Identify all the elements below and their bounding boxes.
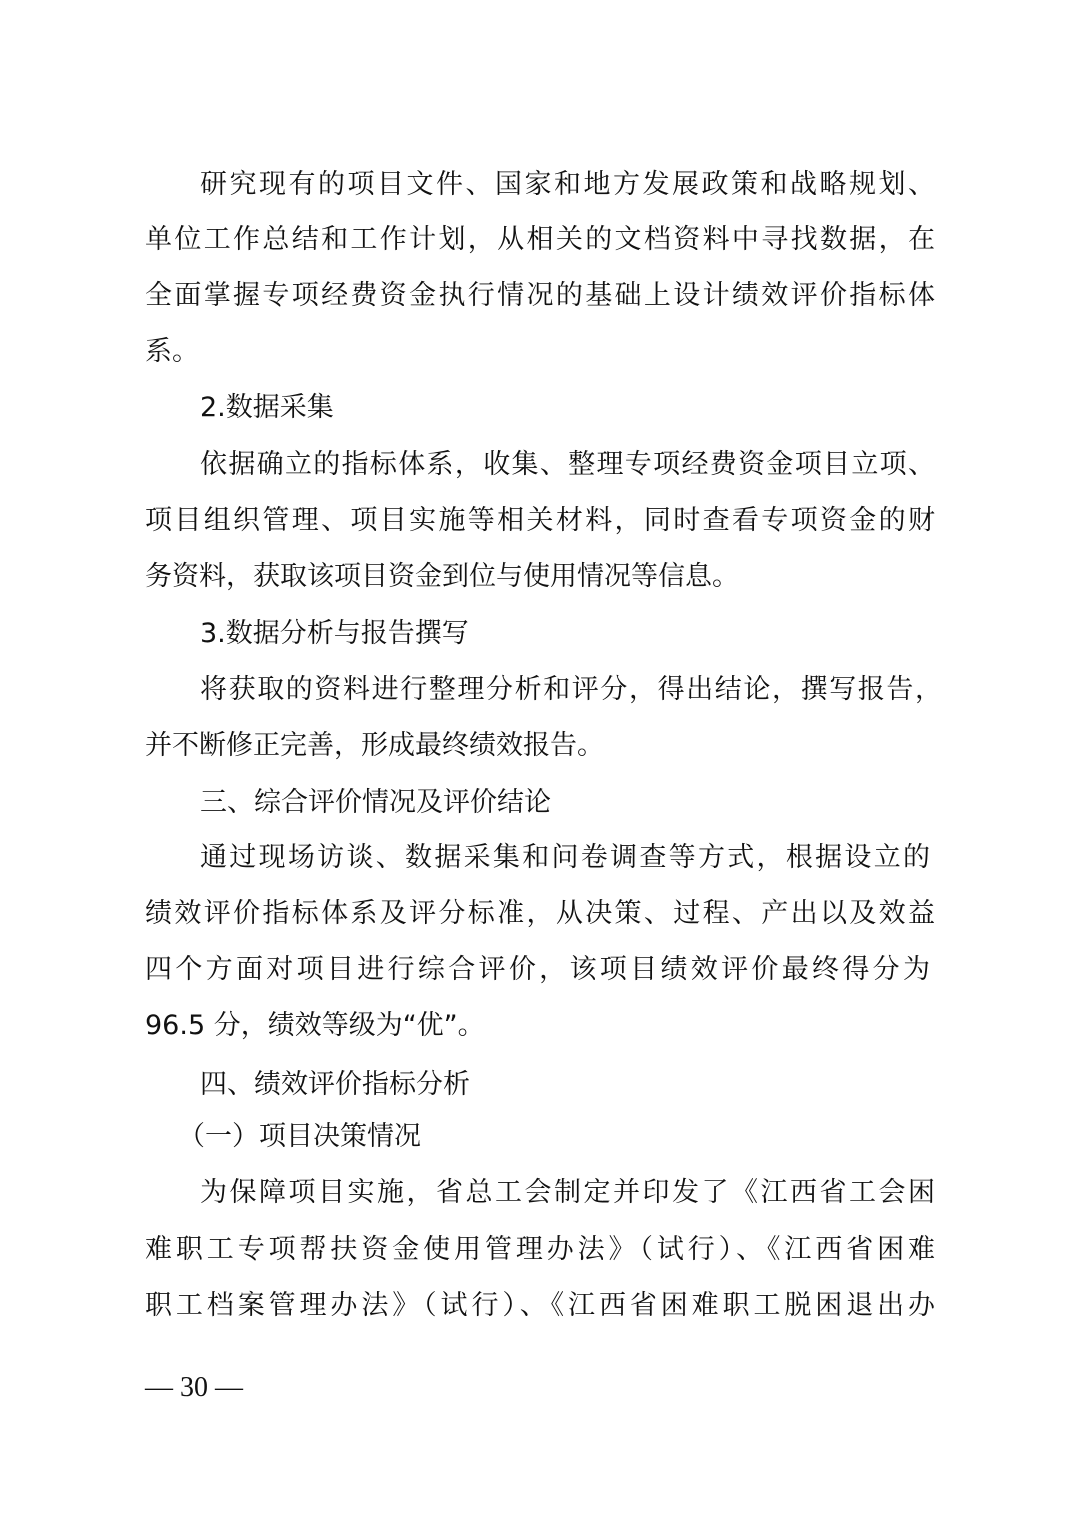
paragraph-line: 单位工作总结和工作计划，从相关的文档资料中寻找数据，在 xyxy=(145,224,935,255)
paragraph-line: 研究现有的项目文件、国家和地方发展政策和战略规划、 xyxy=(200,169,935,200)
paragraph-line: 绩效评价指标体系及评分标准，从决策、过程、产出以及效益 xyxy=(145,898,935,929)
section-heading: 3.数据分析与报告撰写 xyxy=(200,618,469,649)
paragraph-line: 为保障项目实施，省总工会制定并印发了《江西省工会困 xyxy=(200,1177,935,1208)
paragraph-line: 难职工专项帮扶资金使用管理办法》（试行）、《江西省困难 xyxy=(145,1234,935,1265)
paragraph-line: 通过现场访谈、数据采集和问卷调查等方式，根据设立的 xyxy=(200,842,930,873)
paragraph-line: 项目组织管理、项目实施等相关材料，同时查看专项资金的财 xyxy=(145,505,935,536)
paragraph-line: 96.5 分，绩效等级为“优”。 xyxy=(145,1010,485,1041)
paragraph-line: 系。 xyxy=(145,336,199,367)
paragraph-line: 依据确立的指标体系，收集、整理专项经费资金项目立项、 xyxy=(200,449,935,480)
section-heading: 三、综合评价情况及评价结论 xyxy=(200,787,551,818)
paragraph-line: 四个方面对项目进行综合评价，该项目绩效评价最终得分为 xyxy=(145,954,930,985)
paragraph-line: 将获取的资料进行整理分析和评分，得出结论，撰写报告， xyxy=(200,674,942,705)
section-heading: 2.数据采集 xyxy=(200,392,334,423)
section-heading: 四、绩效评价指标分析 xyxy=(200,1069,470,1100)
paragraph-line: 务资料，获取该项目资金到位与使用情况等信息。 xyxy=(145,561,739,592)
subsection-heading: （一）项目决策情况 xyxy=(178,1121,421,1152)
page-number: — 30 — xyxy=(145,1372,243,1403)
paragraph-line: 并不断修正完善，形成最终绩效报告。 xyxy=(145,730,604,761)
paragraph-line: 职工档案管理办法》（试行）、《江西省困难职工脱困退出办 xyxy=(145,1290,935,1321)
paragraph-line: 全面掌握专项经费资金执行情况的基础上设计绩效评价指标体 xyxy=(145,280,935,311)
